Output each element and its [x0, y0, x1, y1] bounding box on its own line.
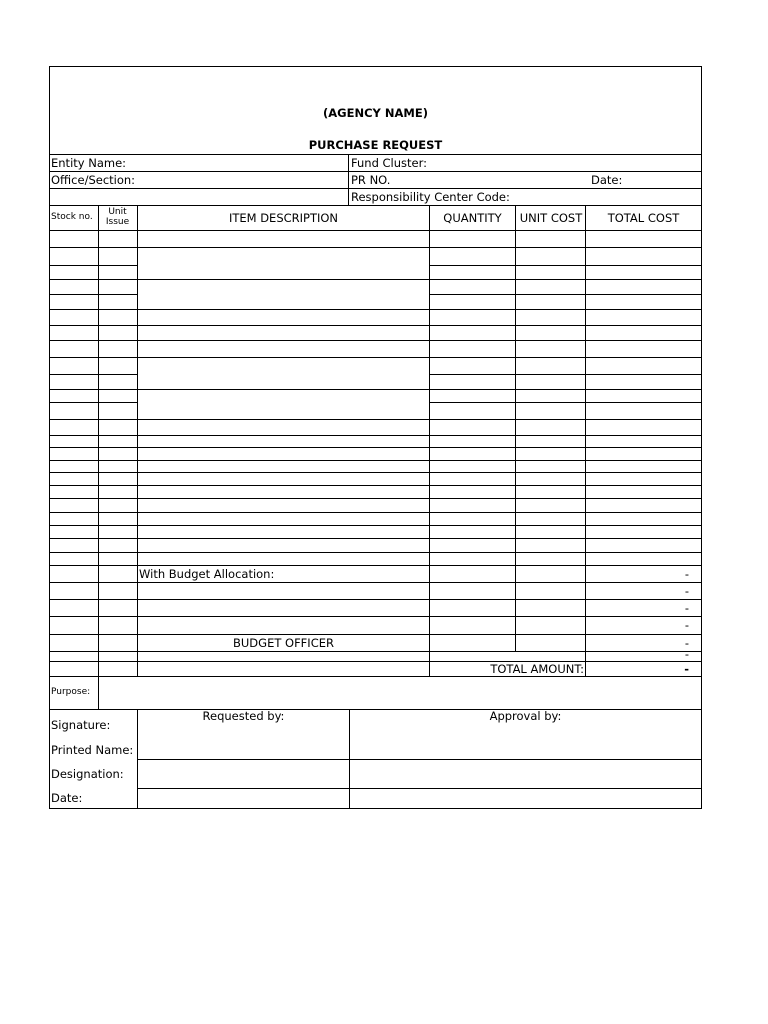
dash-value-2: - — [684, 584, 689, 598]
responsibility-center-code-label: Responsibility Center Code: — [351, 190, 510, 204]
form-title: PURCHASE REQUEST — [308, 138, 443, 152]
printed-name-label: Printed Name: — [51, 743, 134, 757]
col-unit-issue: Unit Issue — [105, 207, 130, 227]
dash-value-1: - — [684, 567, 689, 581]
col-total-cost: TOTAL COST — [607, 211, 680, 225]
dash-value-3: - — [684, 601, 689, 615]
total-amount-label: TOTAL AMOUNT: — [490, 662, 584, 676]
dash-value-5: - — [684, 636, 689, 650]
approval-by-designation-field[interactable] — [350, 760, 701, 788]
budget-allocation-label: With Budget Allocation: — [139, 567, 275, 581]
approval-by-label: Approval by: — [489, 709, 562, 723]
signatory-date-label: Date: — [51, 791, 83, 805]
dash-value-4: - — [684, 618, 689, 632]
approval-by-date-field[interactable] — [350, 789, 701, 808]
col-quantity: QUANTITY — [443, 211, 502, 225]
fund-cluster-label: Fund Cluster: — [351, 156, 428, 170]
signature-label: Signature: — [51, 718, 111, 732]
approval-by-signature-field[interactable] — [350, 723, 701, 759]
total-amount-value: - — [684, 662, 689, 676]
date-label: Date: — [591, 173, 623, 187]
col-stock-no: Stock no. — [51, 212, 93, 222]
agency-name: (AGENCY NAME) — [323, 106, 428, 120]
purchase-request-form — [49, 66, 702, 809]
col-item-description: ITEM DESCRIPTION — [228, 211, 339, 225]
entity-name-label: Entity Name: — [51, 156, 127, 170]
col-unit-cost: UNIT COST — [519, 211, 583, 225]
requested-by-date-field[interactable] — [138, 789, 349, 808]
purpose-label: Purpose: — [51, 687, 91, 697]
dash-value-6: - — [684, 647, 689, 661]
requested-by-designation-field[interactable] — [138, 760, 349, 788]
designation-label: Designation: — [51, 767, 124, 781]
requested-by-signature-field[interactable] — [138, 723, 349, 759]
requested-by-label: Requested by: — [202, 709, 285, 723]
pr-no-label: PR NO. — [351, 173, 391, 187]
office-section-label: Office/Section: — [51, 173, 136, 187]
budget-officer-label: BUDGET OFFICER — [233, 636, 334, 650]
purpose-field[interactable] — [99, 677, 701, 709]
